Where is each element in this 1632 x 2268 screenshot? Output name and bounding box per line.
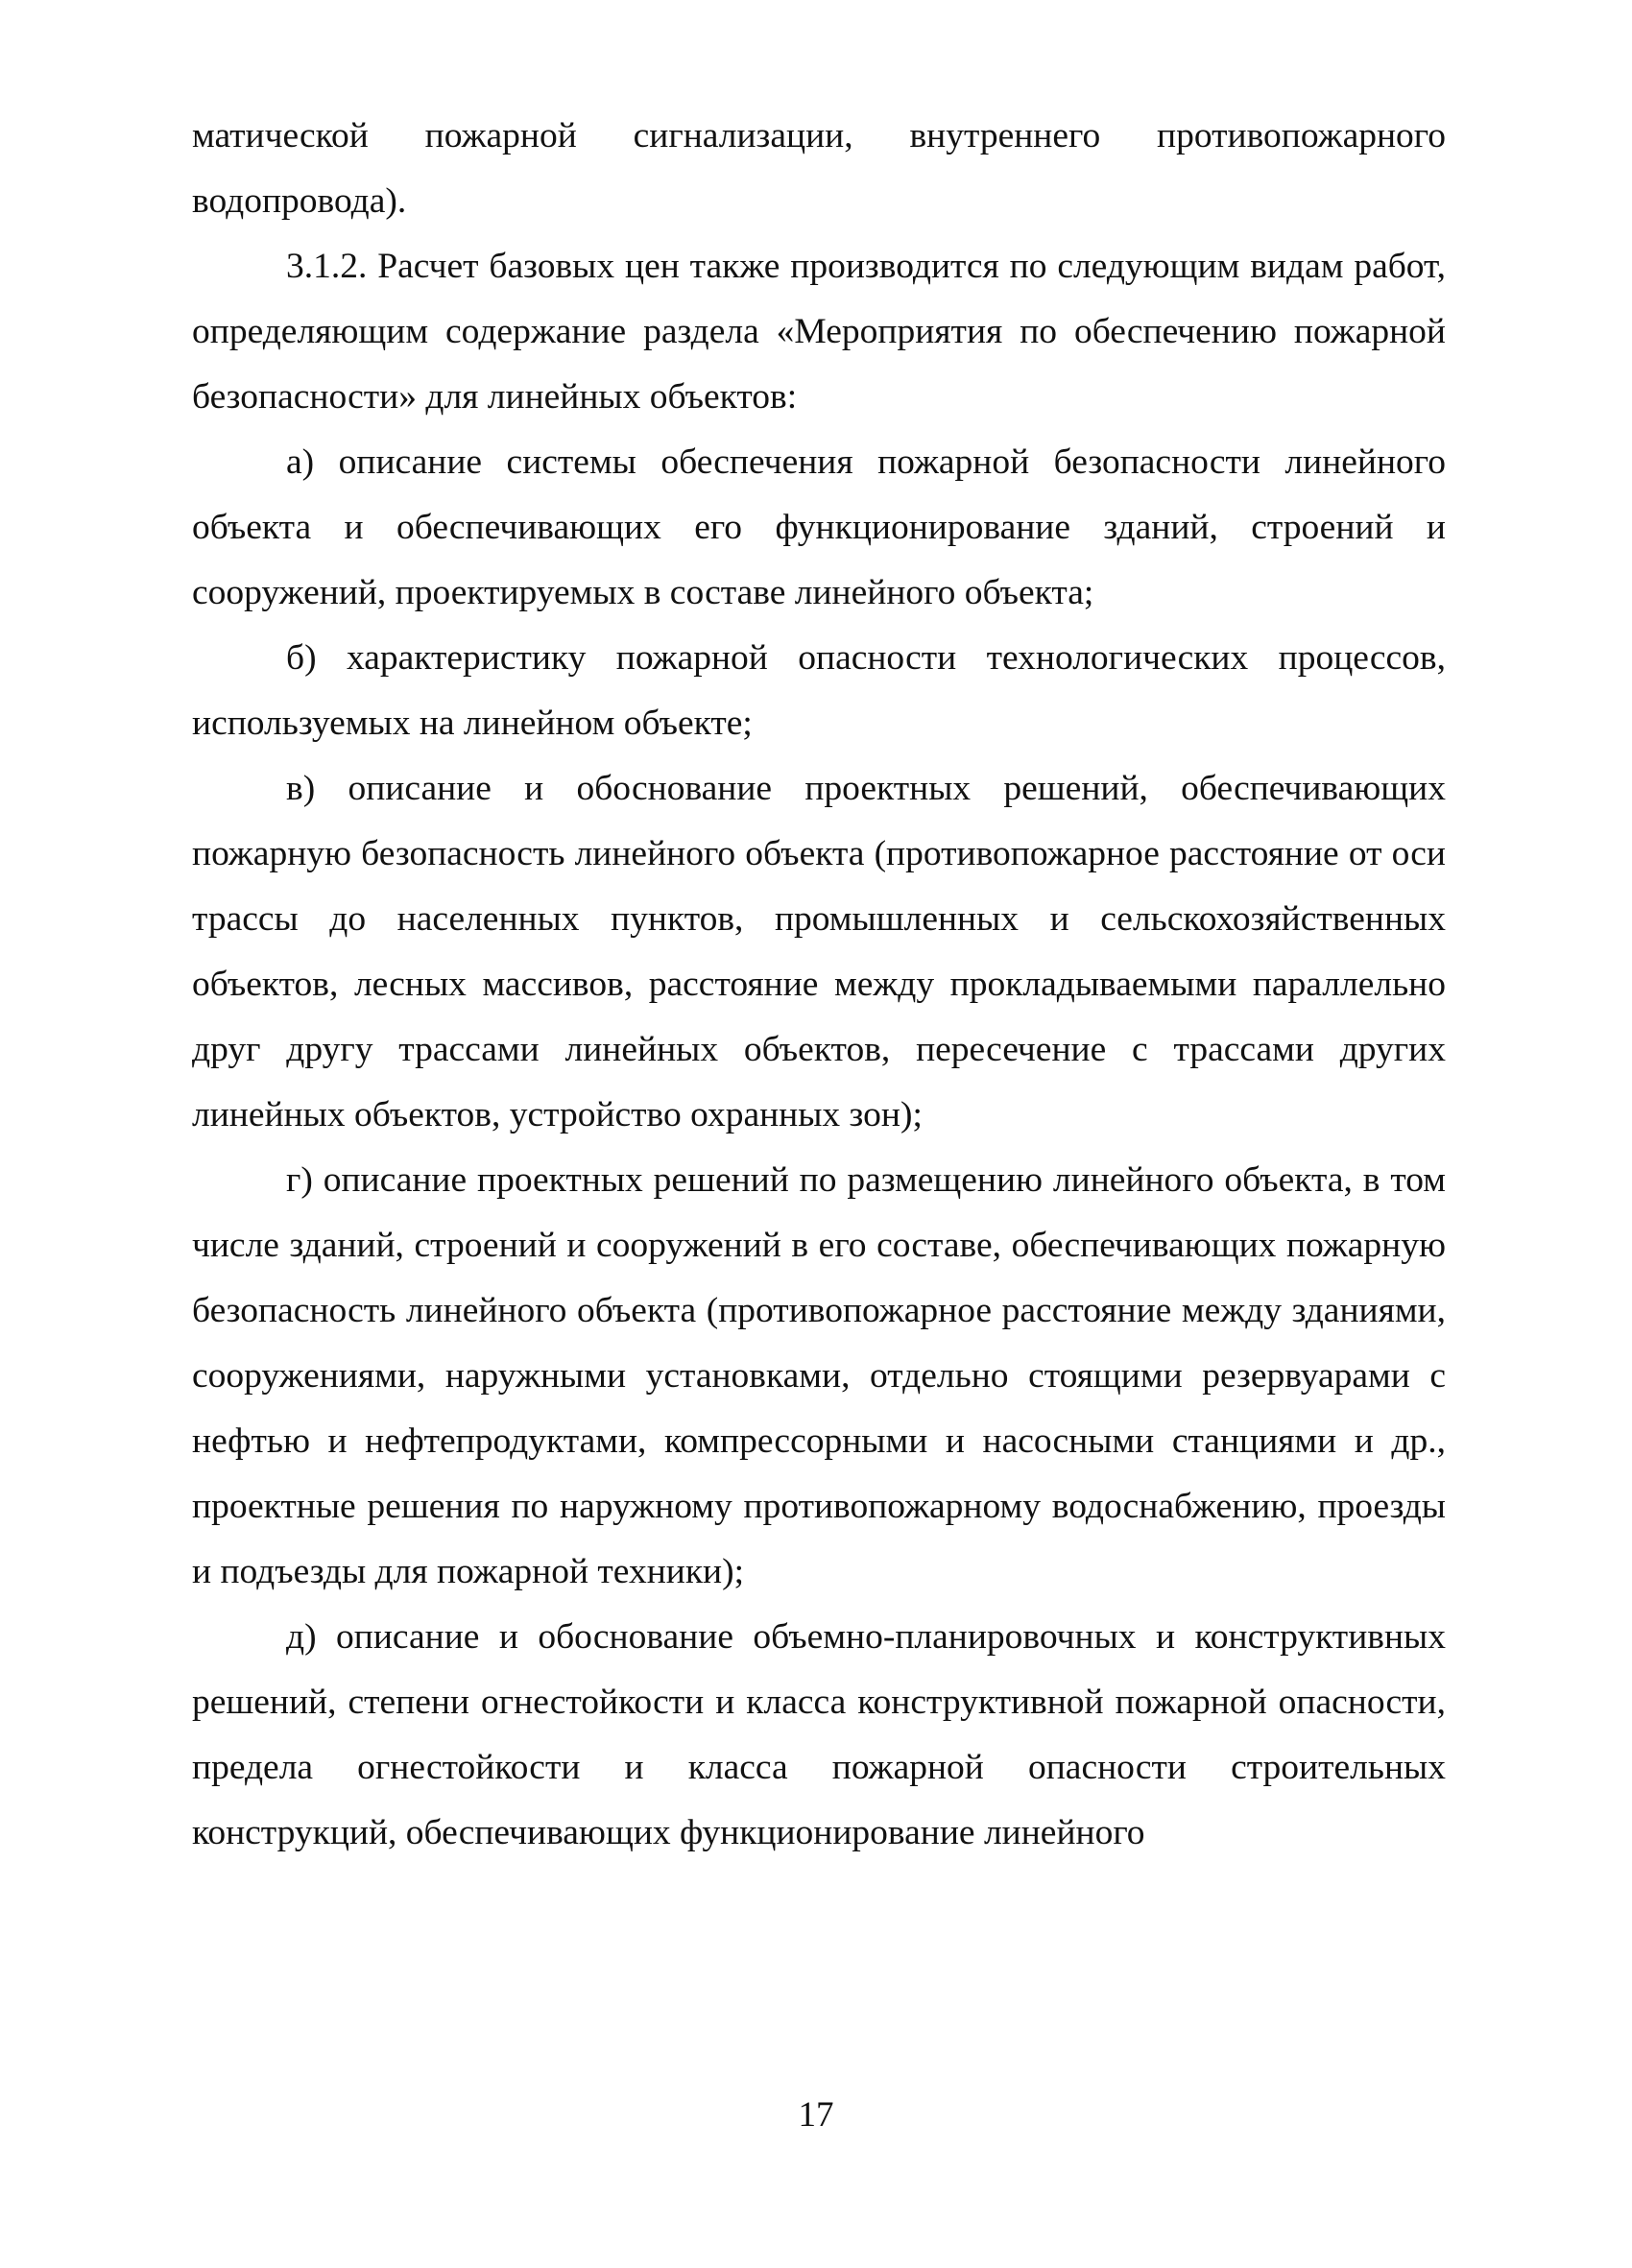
list-item-b: б) характеристику пожарной опасности технологических процессов, используемых на линейном объекте; <box>192 638 1446 743</box>
paragraph-continuation: матической пожарной сигнализации, внутреннего противопожарного водопровода). <box>192 116 1446 221</box>
list-item-v: в) описание и обоснование проектных решений, обеспечивающих пожарную безопасность линейного объекта (противопожарное расстояние от оси трассы до населенных пунктов, промышленных и сельскохозяйственных объектов, лесных массивов, расстояние между прокладываемыми параллельно друг другу трассами линейных объектов, пересечение с трассами других линейных объектов, устройство охранных зон); <box>192 769 1446 1134</box>
paragraph-3-1-2: 3.1.2. Расчет базовых цен также производится по следующим видам работ, определяющим содержание раздела «Мероприятия по обеспечению пожарной безопасности» для линейных объектов: <box>192 247 1446 417</box>
list-item-g: г) описание проектных решений по размещению линейного объекта, в том числе зданий, строений и сооружений в его составе, обеспечивающих пожарную безопасность линейного объекта (противопожарное расстояние между зданиями, сооружениями, наружными установками, отдельно стоящими резервуарами с нефтью и нефтепродуктами, компрессорными и насосными станциями и др., проектные решения по наружному противопожарному водоснабжению, проезды и подъезды для пожарной техники); <box>192 1160 1446 1591</box>
list-item-a: а) описание системы обеспечения пожарной безопасности линейного объекта и обеспечивающих его функционирование зданий, строений и сооружений, проектируемых в составе линейного объекта; <box>192 442 1446 612</box>
document-body <box>192 104 1446 1866</box>
list-item-d: д) описание и обоснование объемно-планировочных и конструктивных решений, степени огнестойкости и класса конструктивной пожарной опасности, предела огнестойкости и класса пожарной опасности строительных конструкций, обеспечивающих функционирование линейного <box>192 1617 1446 1852</box>
page-number: 17 <box>798 2095 834 2135</box>
